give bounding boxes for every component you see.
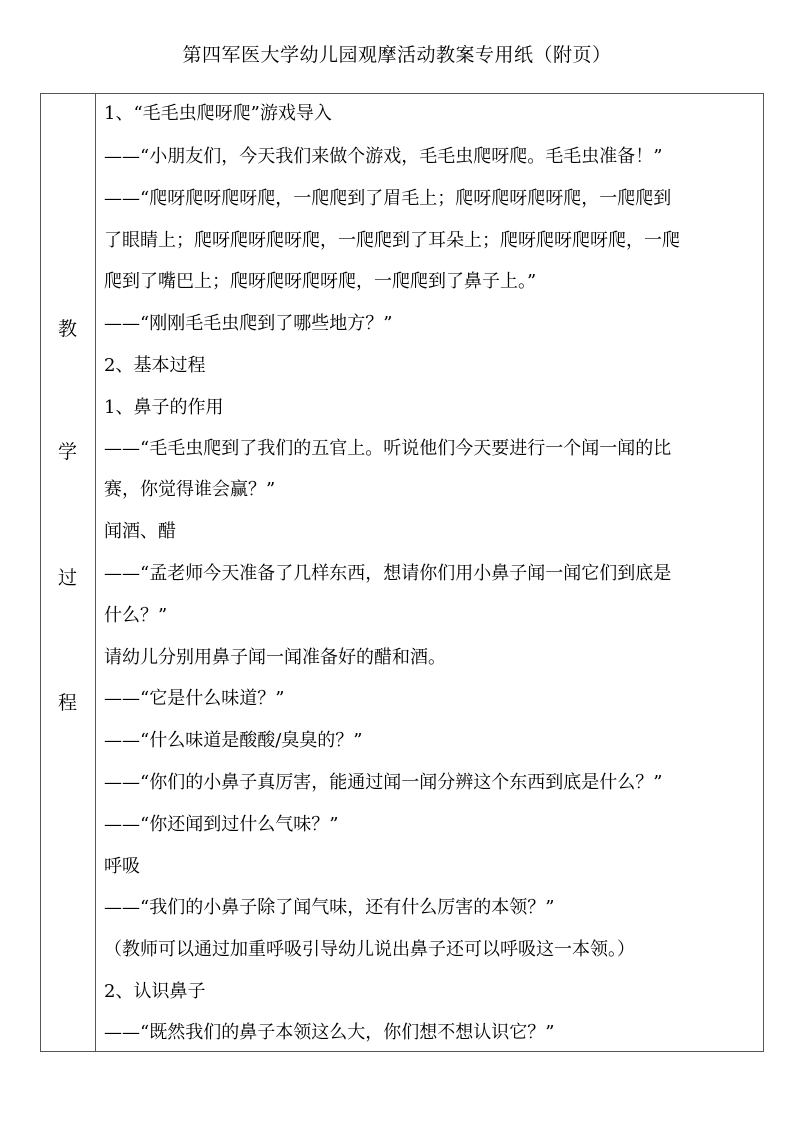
text-line: ——“毛毛虫爬到了我们的五官上。听说他们今天要进行一个闻一闻的比 [104,438,672,459]
text-line: ——“刚刚毛毛虫爬到了哪些地方？” [104,313,393,334]
text-line: （教师可以通过加重呼吸引导幼儿说出鼻子还可以呼吸这一本领。） [104,939,635,960]
text-line: 呼吸 [104,856,140,877]
text-line: 2、基本过程 [104,355,206,376]
text-line: ——“孟老师今天准备了几样东西，想请你们用小鼻子闻一闻它们到底是 [104,563,672,584]
side-label-char-1: 教 [57,318,77,340]
text-line: 什么？” [104,605,168,626]
side-label-char-2: 学 [57,441,77,463]
text-line: 了眼睛上；爬呀爬呀爬呀爬，一爬爬到了耳朵上；爬呀爬呀爬呀爬，一爬 [104,230,680,251]
column-divider [95,93,96,1052]
text-line: 闻酒、醋 [104,521,176,542]
text-line: ——“我们的小鼻子除了闻气味，还有什么厉害的本领？” [104,897,555,918]
text-line: ——“什么味道是酸酸/臭臭的？” [104,730,363,751]
text-line: 1、鼻子的作用 [104,397,224,418]
text-line: ——“爬呀爬呀爬呀爬，一爬爬到了眉毛上；爬呀爬呀爬呀爬，一爬爬到 [104,188,672,209]
text-line: 1、“毛毛虫爬呀爬”游戏导入 [104,103,332,124]
text-line: ——“你还闻到过什么气味？” [104,814,339,835]
text-line: 请幼儿分别用鼻子闻一闻准备好的醋和酒。 [104,647,446,668]
text-line: ——“小朋友们，今天我们来做个游戏，毛毛虫爬呀爬。毛毛虫准备！” [104,146,663,167]
text-line: 爬到了嘴巴上；爬呀爬呀爬呀爬，一爬爬到了鼻子上。” [104,271,537,292]
text-line: ——“它是什么味道？” [104,688,285,709]
text-line: ——“既然我们的鼻子本领这么大，你们想不想认识它？” [104,1022,555,1043]
page-title: 第四军医大学幼儿园观摩活动教案专用纸（附页） [182,44,612,66]
text-line: ——“你们的小鼻子真厉害，能通过闻一闻分辨这个东西到底是什么？” [104,772,663,793]
side-label-char-3: 过 [57,567,77,589]
text-line: 赛，你觉得谁会赢？” [104,479,276,500]
side-label-char-4: 程 [57,692,77,714]
text-line: 2、认识鼻子 [104,981,206,1002]
